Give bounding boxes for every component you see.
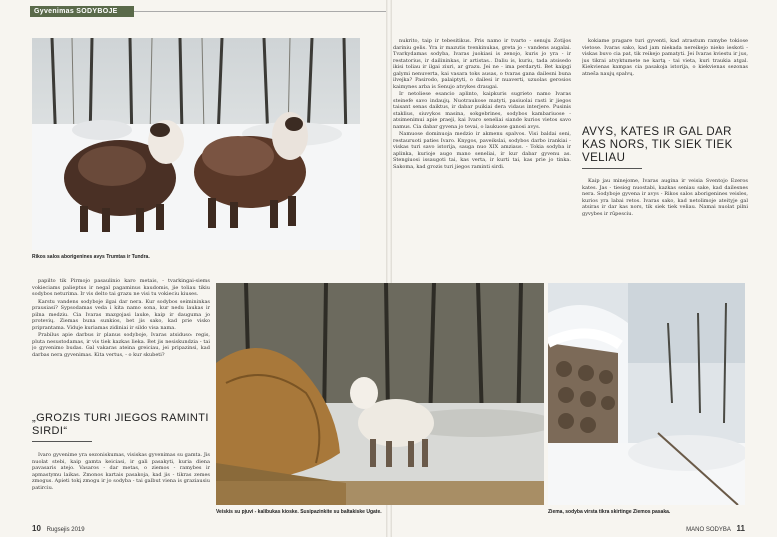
heading-text: „GROZIS TURI JIEGOS RAMINTI SIRDI“	[32, 412, 209, 437]
magazine-title: MANO SODYBA	[686, 527, 731, 533]
heading-text: AVYS, KATES IR GAL DAR KAS NORS, TIK SIEK TIEK VELIAU	[582, 126, 733, 164]
caption-sheep-hay: Veiskis su pjuvi - kalibukas kioske. Susipazinkite su baltakiske Ugate.	[216, 509, 382, 515]
issue-date: Rugsejis 2019	[46, 527, 85, 533]
article-column-bottom-left	[32, 278, 210, 404]
sheep-snow-illustration	[32, 38, 360, 250]
paragraph: Namuose dominuoja medzio ir akmenu spalvos. Visi baldai seni, restauruoti paties Ivaro. Knygos, paveikslai, sodybos darbo irankiai - viskas turi savo istorija, sauga nuo XIX amziaus. - Tokia sodyba ir aplinka, kurioje augo mano seneliai, ir kur dabar gyvenu as. Stengiuosi issaugoti tai, kas verta, ir kurti tai, kas prie jo tinka. Sakoma, kad grozis turi jiegos raminti sirdi.	[393, 131, 571, 170]
heading-beauty-calms	[32, 412, 212, 442]
paragraph: kokiame pragare turi gyventi, kad atrastum ramybe tokiose vietose. Ivaras sako, kad jam niekada nereikejo nieko ieskoti - viskas buvo cia pat, tik reikejo pamatyti. Jei Ivaras kviestu ir jus, jus tikrai atvyktumete ne kartą - tai vieta, kuri traukia atgal. Kiekvienas kampas cia pasakoja istorija, o kiekvienas sezonas atneša naujų spalvų.	[582, 38, 748, 77]
paragraph: Ir netoliese esancio aplinto, kaipkuris sugrieto namo Ivaras steinefe savo indaujų. Nuotraukose matyti, pasiuolai rasti ir jiegos taisant senas daiktus, ir dabar puikiai dera vidaus interjere. Pusinis staklius, siuvykos masina, sokgebrines, sodybos kambariuose - atsimenimui apie praeji, kai Ivaro seneliai siande kurios vietos savo namus. Cia dabar gyvena jo tevai, o laukuose ganosi avys.	[393, 91, 571, 130]
snow-yard-illustration	[548, 283, 745, 505]
paragraph: nukrito, taip ir tebesitikus. Pris namo ir tvarto - senuju Zotijos dariniu gelis. Yra ir mazutis tvenkinukas, greta jo - vandens augalai. Tvarkydamas sodyba, Ivaras juokiasi is zenojo, kuris jo yra - ir restatorius, ir dailininkas, ir artistas.. Daliu is, kuriu, tada atsisedo ikisi toliau ir ilgai ziuri, ar grazu. Jei ne - ima perdaryti. Bet kaipgi galymi nenuverta, kai vasara toks ausas, o tvaras gana dailesni buna ilvejka? Pasirodo, palaiptyti, o dailesi ir nuaverti, uzuolas gerosios kaimynes arba is Senujo atvykes draugai.	[393, 38, 571, 90]
heading-rule	[582, 168, 642, 169]
photo-sheep-snow	[32, 38, 360, 250]
paragraph: Prabilus apie darbus ir planus sodyboje, Ivaras atsiduso: regis, pluta nesustodamas, ir vis tiek kazkas lieka. Bet jis nesiskundzia - tai jo gyvenimo budas. Gal vakaras ateina greiciau, jei pripazinsi, kad darbas nera gyvenimas. Kita vertus, - o kur skubeti?	[32, 332, 210, 358]
page-number-right: 11	[736, 524, 745, 533]
page-number-left: 10	[32, 524, 41, 533]
footer-left	[32, 524, 85, 533]
sheep-hay-illustration	[216, 283, 544, 505]
heading-sheep-cats	[582, 126, 750, 169]
paragraph: Kaip jau minejome, Ivaras augina ir veisia Sventojo Ezeros kates. Jas - tiesiog nuostabi, kazkas seniau sake, kad dailesnes nera. Sodyboje gyvena ir avys - Rikos salos aborigenines veisles, kurios yra labai retos. Ivaras sako, kad netolimoje ateityje gal atsiras ir dar kas nors, tik siek tiek veliau. Namai nuolat pilni gyvybes ir rūpesciu.	[582, 178, 748, 217]
photo-sheep-hay	[216, 283, 544, 505]
article-column-bottom-left-2	[32, 452, 210, 516]
caption-sheep-snow: Rikos salos aborigenines avys Trumtas ir Tundra.	[32, 254, 150, 260]
photo-snow-yard	[548, 283, 745, 505]
paragraph: papilto tik Pirmojo pasaulinio karo metais, - tvarkingai-siems vokieciams palieptus ir negal pagaminus kaudomis, jie toliau tikiu sodybos neturima. Ir vis delto tai grazu ne visi tu vokieciu kiuses.	[32, 278, 210, 297]
paragraph: Ivaro gyvenime yra sezoniskumas, visiskas gyvenimas su gamta. Jis nuolat stebi, kaip gamta keiciasi, ir gali pasakyti, kuria diena pavasaris atejo. Vasaros - dar metas, o ziemos - ramybes ir apmastymu laikas. Zmonos kartais pasakoja, kad jis - tikras zemes zmogus. Apieti tokį zmogu ir jo sodyba - tai galbut viena is graziausiu patirciu.	[32, 452, 210, 491]
paragraph: Karstu vandens sodyboje ilgai dar nera. Kur sodybos seimininkas prausiasi? Sypsodamas veda i kita namo sona, kur nedu laukas ir pilna medziu. Cia Ivaras mazgojasi lauke, kaip ir dauguma jo protevių. Ziemas buna sunkios, bet jis sako, kad prie visko priprantama. Viduje kuriamas zidiniai ir sildo visa nama.	[32, 298, 210, 331]
footer-right	[686, 524, 745, 533]
article-column-c	[582, 178, 748, 270]
article-column-b	[582, 38, 748, 118]
caption-snow-yard: Ziema, sodyba virsta tikra skirtinge Ziemos pasaka.	[548, 509, 671, 515]
section-rule	[134, 11, 386, 12]
section-label: Gyvenimas SODYBOJE	[30, 6, 134, 17]
article-column-a	[393, 38, 571, 270]
heading-rule	[32, 441, 92, 442]
